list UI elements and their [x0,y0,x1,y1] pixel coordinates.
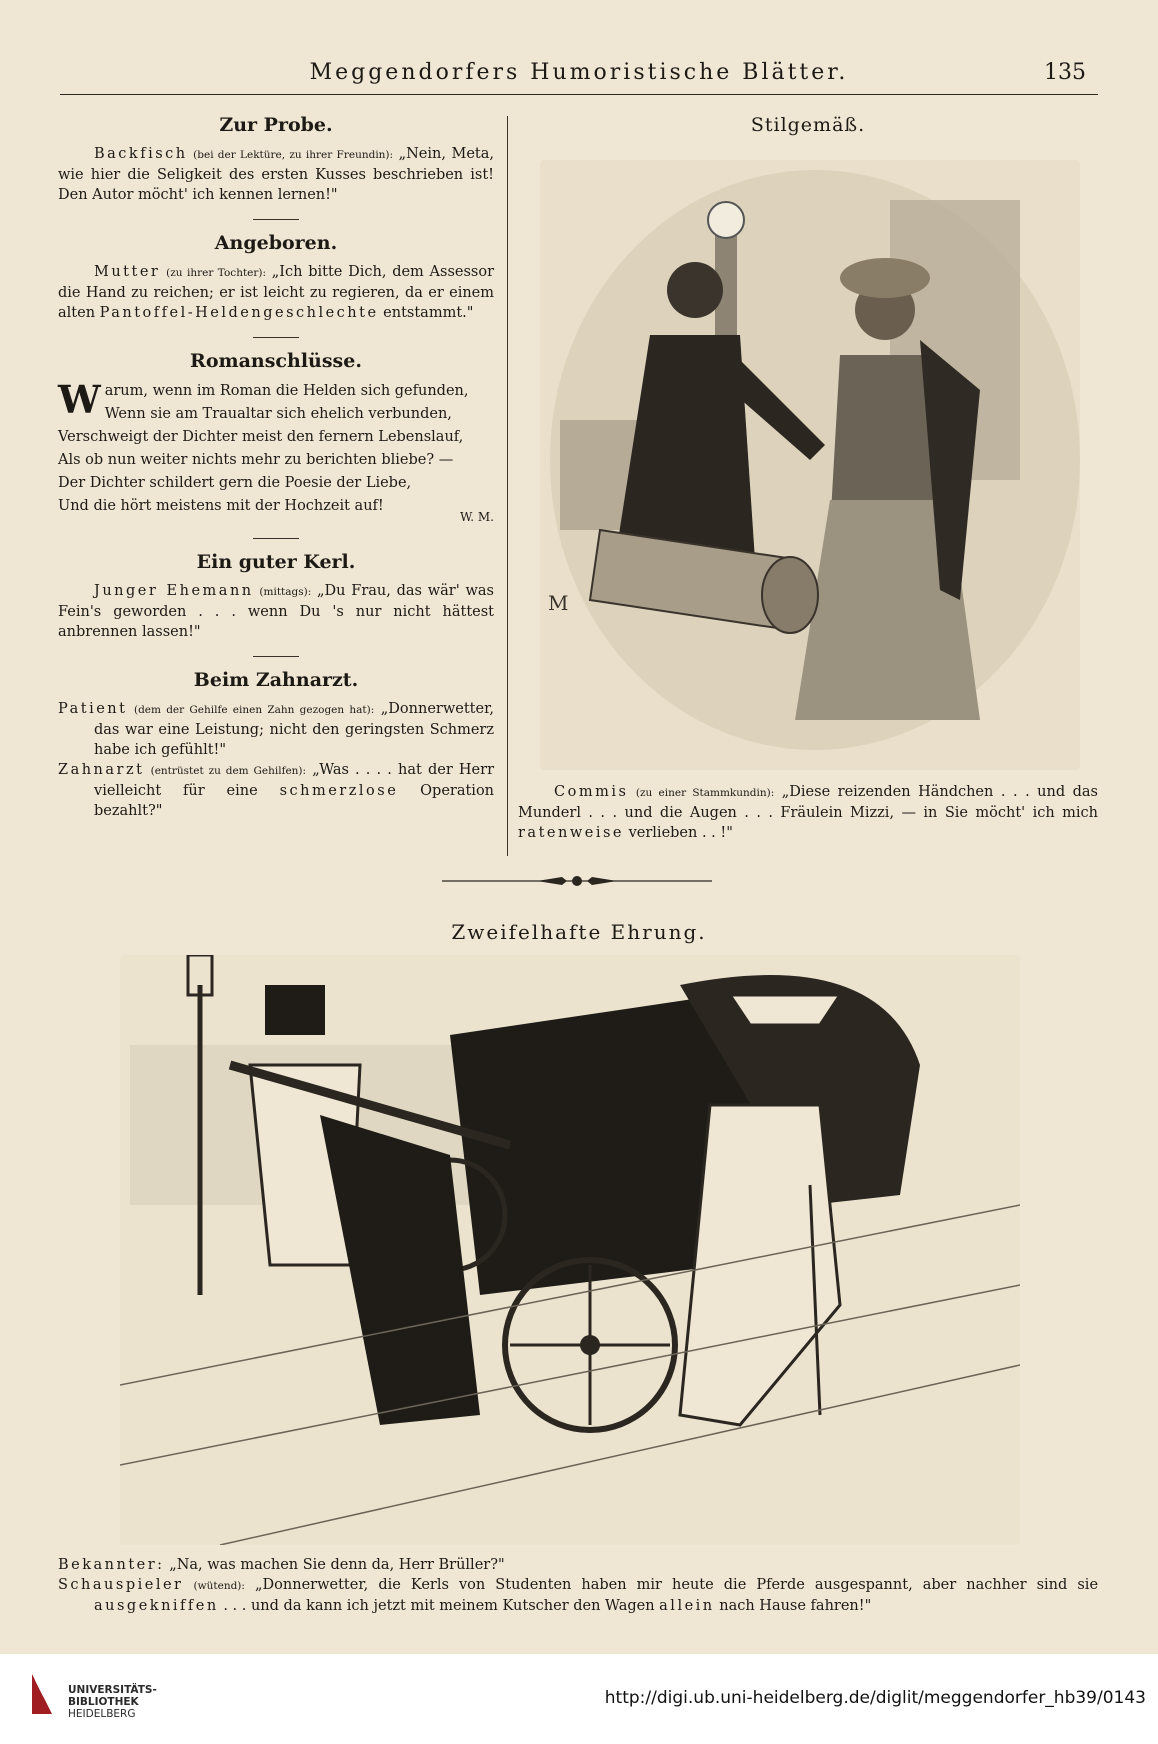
divider-rule [253,337,299,338]
zahnarzt-quote-patient: „Donnerwetter, das war eine Leistung; nicht den geringsten Schmerz habe ich gefühlt!" [94,701,495,758]
angeboren-stage: (zu ihrer Tochter): [166,267,267,279]
left-column [58,108,494,821]
poem-line: Und die hört meistens mit der Hochzeit auf! [58,498,384,514]
schauspieler-line [58,1575,1098,1616]
angeboren-title: Angeboren. [214,232,338,254]
divider-rule [253,656,299,657]
institution-name [68,1684,157,1720]
stilgemaess-speaker: Commis [554,784,629,800]
zahnarzt-spaced-word: schmerzlose [279,783,399,799]
zahnarzt-title: Beim Zahnarzt. [193,669,359,691]
stilgemaess-spaced-word: ratenweise [518,825,624,841]
angeboren-speaker: Mutter [94,264,161,280]
schauspieler-quote-start: „Donnerwetter, die Kerls von Studenten haben mir heute die Pferde ausgespannt, aber nachher sind sie [255,1577,1099,1593]
zur-probe-speaker: Backfisch [94,146,188,162]
stilgemaess-title: Stilgemäß. [750,114,866,136]
bekannter-line [58,1555,1098,1575]
bekannter-quote: „Na, was machen Sie denn da, Herr Brüller?" [169,1557,505,1573]
poem-line: Als ob nun weiter nichts mehr zu berichten bliebe? — [58,452,454,468]
guter-kerl-stage: (mittags): [259,586,312,598]
romanschluesse-title: Romanschlüsse. [190,350,362,372]
divider-rule [253,538,299,539]
angeboren-quote-start: „Ich bitte Dich, dem Assessor die Hand zu reichen; er ist leicht zu regieren, da er einem alten [58,264,495,321]
ornament-divider [442,873,712,889]
page-header [60,56,1098,96]
shop-scene-drawing [540,160,1080,770]
zahnarzt-stage-dentist: (entrüstet zu dem Gehilfen): [150,765,307,777]
schauspieler-speaker: Schauspieler [58,1577,184,1593]
angeboren-text [58,262,494,323]
zahnarzt-speaker-dentist: Zahnarzt [58,762,145,778]
carriage-illustration [120,955,1020,1545]
right-column [518,108,1098,144]
institution-line: BIBLIOTHEK [68,1696,139,1708]
running-title: Meggendorfers Humoristische Blätter. [309,60,849,85]
schauspieler-quote-end: nach Hause fahren!" [719,1598,872,1614]
zur-probe-text [58,144,494,205]
zur-probe-stage: (bei der Lektüre, zu ihrer Freundin): [193,149,394,161]
guter-kerl-text [58,581,494,642]
page-number: 135 [1044,60,1086,85]
angeboren-spaced-word: Pantoffel-Heldengeschlechte [99,305,379,321]
carriage-scene-drawing [120,955,1020,1545]
zahnarzt-patient-text [58,699,494,760]
poem-line: Der Dichter schildert gern die Poesie der Liebe, [58,475,412,491]
angeboren-quote-end: entstammt." [383,305,474,321]
column-divider [507,116,508,856]
stilgemaess-quote-end: verlieben . . !" [628,825,733,841]
guter-kerl-speaker: Junger Ehemann [94,583,254,599]
schauspieler-stage: (wütend): [193,1580,245,1592]
poem-author: W. M. [460,510,494,524]
poem-line: Wenn sie am Traualtar sich ehelich verbunden, [104,406,452,422]
guter-kerl-quote: „Du Frau, das wär' was Fein's geworden . . . wenn Du 's nur nicht hättest anbrennen lassen!" [58,583,494,640]
stilgemaess-stage: (zu einer Stammkundin): [635,787,775,799]
schauspieler-spaced-word-2: allein [659,1598,715,1614]
header-rule [60,94,1098,95]
stilgemaess-quote-start: „Diese reizenden Händchen . . . und das Munderl . . . und die Augen . . . Fräulein Mizzi, — in Sie möcht' ich mich [518,784,1099,821]
zweifelhafte-ehrung-caption [58,1555,1098,1616]
romanschluesse-poem [58,377,494,518]
zahnarzt-quote-dentist-start: „Was . . . . hat der Herr vielleicht für eine [94,762,494,799]
schauspieler-spaced-word-1: ausgekniffen [94,1598,219,1614]
institution-line: UNIVERSITÄTS- [68,1684,157,1696]
schauspieler-quote-mid: . . . und da kann ich jetzt mit meinem Kutscher den Wagen [223,1598,655,1614]
zahnarzt-quote-dentist-end: Operation bezahlt?" [94,783,495,819]
library-footer [0,1654,1158,1744]
zahnarzt-dentist-text [58,760,494,821]
bekannter-speaker: Bekannter: [58,1557,165,1573]
poem-line: Verschweigt der Dichter meist den fernern Lebenslauf, [58,429,464,445]
zweifelhafte-ehrung-title: Zweifelhafte Ehrung. [451,920,707,944]
divider-rule [253,219,299,220]
poem-line: arum, wenn im Roman die Helden sich gefunden, [104,383,469,399]
stilgemaess-caption [518,782,1098,843]
shop-illustration [540,160,1080,770]
institution-line: HEIDELBERG [68,1708,136,1720]
zahnarzt-stage-patient: (dem der Gehilfe einen Zahn gezogen hat): [133,704,375,716]
illustration-signature: M [548,591,569,615]
guter-kerl-title: Ein guter Kerl. [196,551,356,573]
source-url-link[interactable]: http://digi.ub.uni-heidelberg.de/diglit/meggendorfer_hb39/0143 [604,1688,1146,1708]
poem-drop-cap: W [58,377,101,422]
zur-probe-quote: „Nein, Meta, wie hier die Seligkeit des ersten Kusses beschrieben ist! Den Autor möcht' ich kennen lernen!" [58,146,495,203]
zahnarzt-speaker-patient: Patient [58,701,128,717]
zur-probe-title: Zur Probe. [219,114,333,136]
